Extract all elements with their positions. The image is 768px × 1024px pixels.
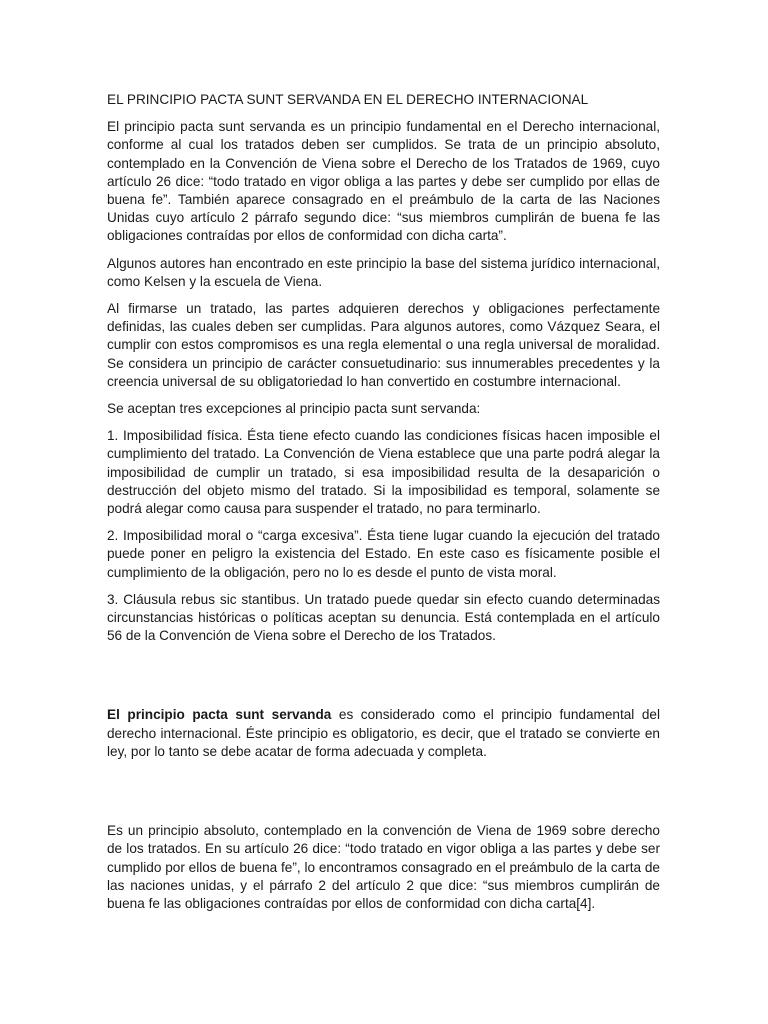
- spacer: [107, 770, 660, 822]
- document-title: EL PRINCIPIO PACTA SUNT SERVANDA EN EL DERECHO INTERNACIONAL: [107, 92, 589, 107]
- paragraph-exception-2: 2. Imposibilidad moral o “carga excesiva”. Ésta tiene lugar cuando la ejecución del tratado puede poner en peligro la existencia del Estado. En este caso es físicamente posible el cumplimiento de la obligación, pero no lo es desde el punto de vista moral.: [107, 528, 660, 580]
- paragraph-intro: El principio pacta sunt servanda es un principio fundamental en el Derecho internacional, conforme al cual los tratados deben ser cumplidos. Se trata de un principio absoluto, contemplado en la Convención de Viena sobre el Derecho de los Tratados de 1969, cuyo artículo 26 dice: “todo tratado en vigor obliga a las partes y debe ser cumplido por ellas de buena fe”. También aparece consagrado en el preámbulo de la carta de las Naciones Unidas cuyo artículo 2 párrafo segundo dice: “sus miembros cumplirán de buena fe las obligaciones contraídas por ellos de conformidad con dicha carta”.: [107, 119, 660, 244]
- paragraph-signing: Al firmarse un tratado, las partes adquieren derechos y obligaciones perfectamente definidas, las cuales deben ser cumplidas. Para algunos autores, como Vázquez Seara, el cumplir con estos compromisos es una regla elemental o una regla universal de moralidad. Se considera un principio de carácter consuetudinario: sus innumerables precedentes y la creencia universal de su obligatoriedad lo han convertido en costumbre internacional.: [107, 301, 660, 389]
- document-body: [107, 91, 660, 922]
- spacer: [107, 654, 660, 706]
- paragraph-fundamental: [107, 706, 660, 761]
- paragraph-exception-3: 3. Cláusula rebus sic stantibus. Un tratado puede quedar sin efecto cuando determinadas circunstancias históricas o políticas aceptan su denuncia. Está contemplada en el artículo 56 de la Convención de Viena sobre el Derecho de los Tratados.: [107, 591, 660, 644]
- paragraph-fundamental-text: es considerado como el principio fundamental del derecho internacional. Éste principio es obligatorio, es decir, que el tratado se convierte en ley, por lo tanto se debe acatar de forma adecuada y completa.: [107, 707, 661, 759]
- paragraph-exception-1: 1. Imposibilidad física. Ésta tiene efecto cuando las condiciones físicas hacen imposible el cumplimiento del tratado. La Convención de Viena establece que una parte podrá alegar la imposibilidad de cumplir un tratado, si esa imposibilidad resulta de la desaparición o destrucción del objeto mismo del tratado. Si la imposibilidad es temporal, solamente se podrá alegar como causa para suspender el tratado, no para terminarlo.: [107, 428, 660, 517]
- paragraph-exceptions-intro: Se aceptan tres excepciones al principio pacta sunt servanda:: [107, 401, 481, 417]
- paragraph-absolute: Es un principio absoluto, contemplado en la convención de Viena de 1969 sobre derecho de los tratados. En su artículo 26 dice: “todo tratado en vigor obliga a las partes y debe ser cumplido por ellos de buena fe”, lo encontramos consagrado en el preámbulo de la carta de las naciones unidas, y el párrafo 2 del artículo 2 que dice: “sus miembros cumplirán de buena fe las obligaciones contraídas por ellos de conformidad con dicha carta[4].: [107, 823, 660, 911]
- bold-lead: El principio pacta sunt servanda: [107, 707, 332, 723]
- paragraph-authors: Algunos autores han encontrado en este principio la base del sistema jurídico internacional, como Kelsen y la escuela de Viena.: [107, 255, 660, 289]
